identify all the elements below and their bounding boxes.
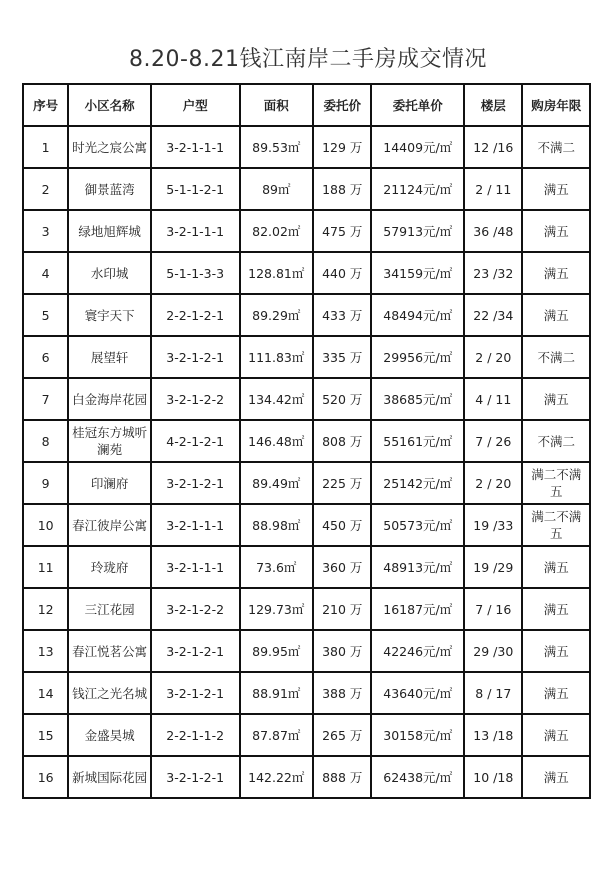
cell-area: 142.22㎡	[240, 756, 314, 798]
cell-floor: 19 /33	[464, 504, 522, 546]
cell-layout: 3-2-1-2-1	[151, 672, 240, 714]
cell-name: 春江彼岸公寓	[68, 504, 151, 546]
cell-price: 440 万	[313, 252, 371, 294]
cell-floor: 2 / 20	[464, 462, 522, 504]
cell-holding-period: 满五	[522, 588, 590, 630]
cell-area: 134.42㎡	[240, 378, 314, 420]
cell-name: 印澜府	[68, 462, 151, 504]
cell-holding-period: 满二不满五	[522, 504, 590, 546]
cell-name: 时光之宸公寓	[68, 126, 151, 168]
table-row	[23, 714, 590, 756]
cell-unit-price: 55161元/㎡	[371, 420, 464, 462]
cell-no: 11	[23, 546, 68, 588]
cell-name: 金盛昊城	[68, 714, 151, 756]
cell-floor: 36 /48	[464, 210, 522, 252]
cell-layout: 5-1-1-2-1	[151, 168, 240, 210]
table-row	[23, 126, 590, 168]
cell-no: 10	[23, 504, 68, 546]
cell-price: 225 万	[313, 462, 371, 504]
cell-layout: 3-2-1-2-1	[151, 462, 240, 504]
table-row	[23, 210, 590, 252]
cell-unit-price: 29956元/㎡	[371, 336, 464, 378]
cell-unit-price: 16187元/㎡	[371, 588, 464, 630]
cell-price: 335 万	[313, 336, 371, 378]
cell-unit-price: 42246元/㎡	[371, 630, 464, 672]
cell-layout: 3-2-1-1-1	[151, 210, 240, 252]
cell-price: 475 万	[313, 210, 371, 252]
cell-price: 210 万	[313, 588, 371, 630]
cell-floor: 23 /32	[464, 252, 522, 294]
cell-no: 7	[23, 378, 68, 420]
cell-name: 春江悦茗公寓	[68, 630, 151, 672]
cell-holding-period: 满五	[522, 168, 590, 210]
table-row	[23, 504, 590, 546]
table-row	[23, 672, 590, 714]
cell-area: 82.02㎡	[240, 210, 314, 252]
cell-floor: 4 / 11	[464, 378, 522, 420]
cell-name: 玲珑府	[68, 546, 151, 588]
cell-holding-period: 满五	[522, 756, 590, 798]
cell-holding-period: 不满二	[522, 420, 590, 462]
column-header-holding-period: 购房年限	[522, 84, 590, 126]
cell-price: 360 万	[313, 546, 371, 588]
cell-no: 14	[23, 672, 68, 714]
table-row	[23, 378, 590, 420]
cell-no: 4	[23, 252, 68, 294]
cell-price: 388 万	[313, 672, 371, 714]
cell-area: 88.98㎡	[240, 504, 314, 546]
cell-holding-period: 不满二	[522, 336, 590, 378]
cell-name: 绿地旭辉城	[68, 210, 151, 252]
cell-no: 2	[23, 168, 68, 210]
cell-no: 15	[23, 714, 68, 756]
cell-holding-period: 满五	[522, 714, 590, 756]
table-row	[23, 546, 590, 588]
column-header-no: 序号	[23, 84, 68, 126]
cell-no: 9	[23, 462, 68, 504]
cell-unit-price: 25142元/㎡	[371, 462, 464, 504]
column-header-unit-price: 委托单价	[371, 84, 464, 126]
table-row	[23, 294, 590, 336]
cell-no: 8	[23, 420, 68, 462]
page-title: 8.20-8.21钱江南岸二手房成交情况	[129, 47, 487, 72]
cell-layout: 3-2-1-1-1	[151, 126, 240, 168]
cell-holding-period: 满五	[522, 252, 590, 294]
cell-price: 265 万	[313, 714, 371, 756]
cell-no: 3	[23, 210, 68, 252]
cell-holding-period: 不满二	[522, 126, 590, 168]
cell-name: 白金海岸花园	[68, 378, 151, 420]
cell-floor: 19 /29	[464, 546, 522, 588]
cell-floor: 10 /18	[464, 756, 522, 798]
cell-unit-price: 48913元/㎡	[371, 546, 464, 588]
cell-holding-period: 满二不满五	[522, 462, 590, 504]
table-row	[23, 336, 590, 378]
cell-floor: 22 /34	[464, 294, 522, 336]
cell-area: 73.6㎡	[240, 546, 314, 588]
cell-area: 111.83㎡	[240, 336, 314, 378]
table-row	[23, 588, 590, 630]
cell-no: 16	[23, 756, 68, 798]
cell-unit-price: 62438元/㎡	[371, 756, 464, 798]
cell-unit-price: 38685元/㎡	[371, 378, 464, 420]
column-header-layout: 户型	[151, 84, 240, 126]
cell-unit-price: 30158元/㎡	[371, 714, 464, 756]
cell-layout: 3-2-1-2-2	[151, 588, 240, 630]
cell-area: 89.95㎡	[240, 630, 314, 672]
cell-layout: 3-2-1-2-1	[151, 630, 240, 672]
table-row	[23, 630, 590, 672]
cell-area: 89㎡	[240, 168, 314, 210]
cell-no: 12	[23, 588, 68, 630]
cell-price: 808 万	[313, 420, 371, 462]
cell-area: 89.53㎡	[240, 126, 314, 168]
cell-floor: 12 /16	[464, 126, 522, 168]
cell-area: 87.87㎡	[240, 714, 314, 756]
cell-holding-period: 满五	[522, 378, 590, 420]
cell-area: 129.73㎡	[240, 588, 314, 630]
cell-floor: 8 / 17	[464, 672, 522, 714]
cell-layout: 3-2-1-2-1	[151, 756, 240, 798]
table-body	[23, 126, 590, 798]
cell-name: 三江花园	[68, 588, 151, 630]
cell-price: 450 万	[313, 504, 371, 546]
cell-layout: 3-2-1-1-1	[151, 546, 240, 588]
cell-holding-period: 满五	[522, 294, 590, 336]
cell-unit-price: 14409元/㎡	[371, 126, 464, 168]
cell-unit-price: 48494元/㎡	[371, 294, 464, 336]
cell-area: 88.91㎡	[240, 672, 314, 714]
column-header-price: 委托价	[313, 84, 371, 126]
cell-layout: 4-2-1-2-1	[151, 420, 240, 462]
cell-name: 桂冠东方城听澜苑	[68, 420, 151, 462]
cell-area: 89.29㎡	[240, 294, 314, 336]
cell-unit-price: 21124元/㎡	[371, 168, 464, 210]
cell-unit-price: 43640元/㎡	[371, 672, 464, 714]
transactions-table	[22, 83, 591, 799]
cell-price: 888 万	[313, 756, 371, 798]
cell-name: 寰宇天下	[68, 294, 151, 336]
cell-price: 380 万	[313, 630, 371, 672]
cell-holding-period: 满五	[522, 546, 590, 588]
cell-floor: 2 / 11	[464, 168, 522, 210]
cell-name: 水印城	[68, 252, 151, 294]
column-header-floor: 楼层	[464, 84, 522, 126]
cell-no: 1	[23, 126, 68, 168]
cell-layout: 3-2-1-1-1	[151, 504, 240, 546]
cell-price: 433 万	[313, 294, 371, 336]
cell-holding-period: 满五	[522, 210, 590, 252]
cell-unit-price: 57913元/㎡	[371, 210, 464, 252]
cell-floor: 7 / 26	[464, 420, 522, 462]
cell-unit-price: 50573元/㎡	[371, 504, 464, 546]
cell-name: 新城国际花园	[68, 756, 151, 798]
column-header-name: 小区名称	[68, 84, 151, 126]
cell-no: 5	[23, 294, 68, 336]
cell-area: 128.81㎡	[240, 252, 314, 294]
cell-holding-period: 满五	[522, 630, 590, 672]
cell-floor: 29 /30	[464, 630, 522, 672]
cell-price: 188 万	[313, 168, 371, 210]
cell-layout: 3-2-1-2-2	[151, 378, 240, 420]
cell-layout: 5-1-1-3-3	[151, 252, 240, 294]
table-row	[23, 462, 590, 504]
cell-layout: 2-2-1-2-1	[151, 294, 240, 336]
cell-name: 钱江之光名城	[68, 672, 151, 714]
cell-price: 129 万	[313, 126, 371, 168]
cell-unit-price: 34159元/㎡	[371, 252, 464, 294]
cell-layout: 2-2-1-1-2	[151, 714, 240, 756]
table-header-row	[23, 84, 590, 126]
cell-name: 御景蓝湾	[68, 168, 151, 210]
cell-area: 146.48㎡	[240, 420, 314, 462]
table-row	[23, 756, 590, 798]
cell-no: 6	[23, 336, 68, 378]
table-row	[23, 168, 590, 210]
cell-area: 89.49㎡	[240, 462, 314, 504]
cell-price: 520 万	[313, 378, 371, 420]
table-row	[23, 252, 590, 294]
cell-name: 展望轩	[68, 336, 151, 378]
cell-floor: 7 / 16	[464, 588, 522, 630]
cell-layout: 3-2-1-2-1	[151, 336, 240, 378]
cell-no: 13	[23, 630, 68, 672]
table-row	[23, 420, 590, 462]
cell-floor: 2 / 20	[464, 336, 522, 378]
column-header-area: 面积	[240, 84, 314, 126]
cell-holding-period: 满五	[522, 672, 590, 714]
cell-floor: 13 /18	[464, 714, 522, 756]
